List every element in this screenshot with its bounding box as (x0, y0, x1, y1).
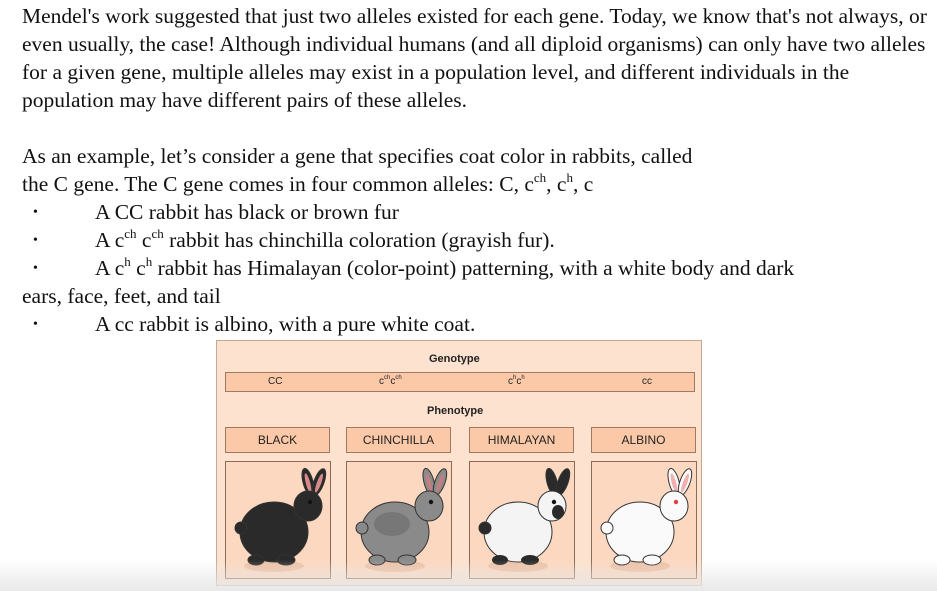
bullet-dot: • (33, 261, 38, 276)
bullet-dot: • (33, 205, 38, 220)
bullet-dot: • (33, 317, 38, 332)
bullet-continuation: ears, face, feet, and tail (22, 284, 221, 308)
intro-paragraph: Mendel's work suggested that just two alleles existed for each gene. Today, we know that's not always, or even usually, the case! Although individual humans (and all diploid organisms) can only have two alleles for a given gene, multiple alleles may exist in a population level, and different individuals in the population may have different pairs of these alleles. (22, 4, 927, 112)
genotype-himalayan: $c^hc^h$ (508, 374, 525, 387)
phenotype-title: Phenotype (427, 405, 484, 417)
genotype-albino: cc (642, 376, 652, 387)
bullet-text: A cc rabbit is albino, with a pure white coat. (95, 312, 476, 336)
genotype-cc: CC (268, 376, 283, 387)
bottom-fade (0, 560, 937, 591)
bullet-text: A $c^h$ $c^h$ rabbit has Himalayan (color-point) patterning, with a white body and dark (95, 253, 795, 280)
phenotype-himalayan: HIMALAYAN (469, 427, 574, 453)
example-line-1: As an example, let’s consider a gene that specifies coat color in rabbits, called (22, 144, 693, 168)
example-paragraph (22, 142, 927, 198)
phenotype-black: BLACK (225, 427, 330, 453)
genotype-row (225, 372, 695, 392)
rabbit-coat-figure (216, 340, 702, 586)
genotype-title: Genotype (429, 353, 480, 365)
bullet-dot: • (33, 233, 38, 248)
example-line-2: the C gene. The C gene comes in four common alleles: C, $c^{ch}$, $c^h$, c (22, 169, 594, 196)
phenotype-albino: ALBINO (591, 427, 696, 453)
bullet-text: A $c^{ch}$ $c^{ch}$ rabbit has chinchilla coloration (grayish fur). (95, 225, 555, 252)
phenotype-chinchilla: CHINCHILLA (346, 427, 451, 453)
genotype-chinchilla: $c^{ch}c^{ch}$ (379, 374, 402, 387)
bullet-text: A CC rabbit has black or brown fur (95, 200, 399, 224)
